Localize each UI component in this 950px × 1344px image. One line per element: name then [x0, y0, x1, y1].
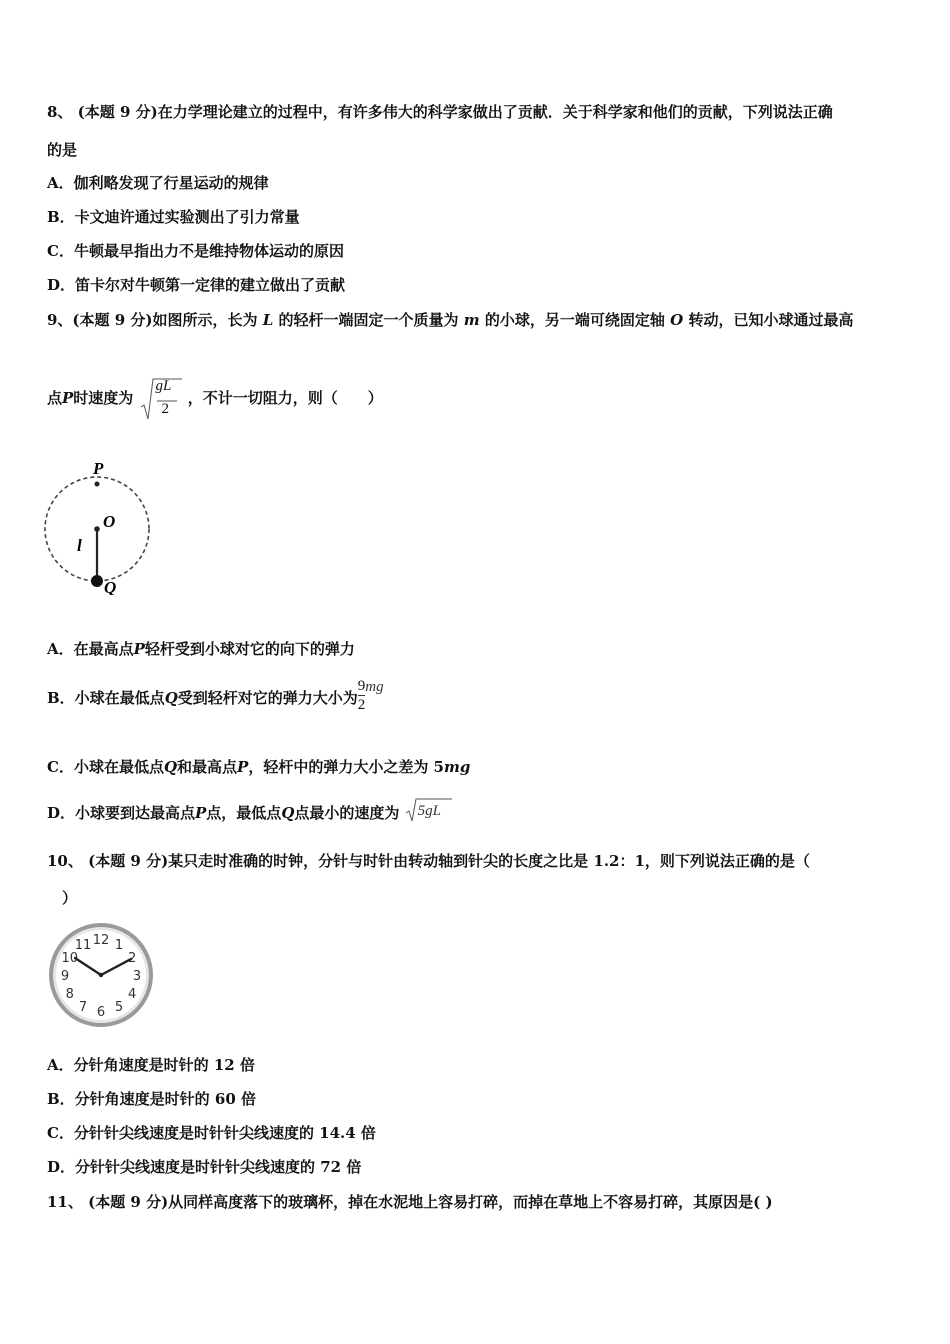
q9-optd-sqrt-radicand: 5gL [417, 803, 441, 819]
q9-line2-b: 时速度为 [73, 389, 134, 407]
clock-number-6: 6 [96, 1005, 106, 1020]
q9-stem-d: 转动，已知小球通过最高 [688, 311, 854, 329]
clock-center-pin [99, 973, 103, 977]
clock-number-10: 10 [61, 951, 79, 966]
q9-stem-b: 的轻杆一端固定一个质量为 [278, 311, 459, 329]
q9-optd-sqrt [405, 797, 451, 825]
q8-stem-line1: 8、 (本题 9 分)在力学理论建立的过程中，有许多伟大的科学家做出了贡献．关于科学家和他们的贡献，下列说法正确 [47, 103, 833, 121]
q9-optc-c: ，轻杆中的弹力大小之差为 5 [248, 758, 444, 776]
q9-optd-P: P [195, 804, 207, 822]
clock-number-12: 12 [92, 933, 110, 948]
q9-option-a [47, 639, 355, 659]
q10-option-d: D．分针针尖线速度是时针针尖线速度的 72 倍 [47, 1158, 362, 1176]
clock-number-7: 7 [78, 1000, 88, 1016]
q9-option-b [47, 678, 384, 719]
q8-option-a: A．伽利略发现了行星运动的规律 [47, 174, 269, 192]
fraction-numerator: 9 [357, 677, 366, 694]
pivot-point-o [94, 526, 100, 532]
clock-number-11: 11 [74, 937, 92, 953]
q9-optc-b: 和最高点 [177, 758, 238, 776]
q9-option-c [47, 757, 470, 777]
q9-optd-b: 点，最低点 [206, 804, 282, 822]
label-l: l [77, 536, 82, 555]
q9-optb-a: B．小球在最低点 [47, 689, 165, 707]
clock-number-4: 4 [128, 987, 137, 1002]
q9-optb-mg: mg [365, 679, 384, 695]
q8-option-c: C．牛顿最早指出力不是维持物体运动的原因 [47, 242, 344, 260]
q9-optb-Q: Q [164, 689, 178, 707]
clock-number-3: 3 [132, 969, 142, 984]
q9-var-O: O [670, 311, 684, 329]
q9-sqrt-numerator: gL [155, 378, 172, 394]
q9-stem-c: 的小球，另一端可绕固定轴 [484, 311, 665, 329]
q9-line2-a: 点 [47, 389, 63, 407]
q9-var-m: m [463, 311, 480, 329]
q10-option-c: C．分针针尖线速度是时针针尖线速度的 14.4 倍 [47, 1124, 376, 1142]
q9-optc-a: C．小球在最低点 [47, 758, 164, 776]
ball-q [91, 575, 103, 587]
q9-sqrt-denominator: 2 [161, 401, 170, 417]
highest-point-p [95, 482, 100, 487]
q9-sqrt-expression [139, 377, 183, 421]
q10-stem-line1: 10、 (本题 9 分)某只走时准确的时钟，分针与时针由转动轴到针尖的长度之比是 1.2：1，则下列说法正确的是（ [47, 852, 810, 870]
q9-optc-Q: Q [163, 758, 178, 776]
q9-optc-P: P [237, 758, 249, 776]
q8-option-b: B．卡文迪许通过实验测出了引力常量 [47, 208, 300, 226]
q9-opta-P: P [133, 640, 145, 658]
q9-optd-c: 点最小的速度为 [294, 804, 400, 822]
q9-stem-a: 9、(本题 9 分)如图所示，长为 [47, 311, 258, 329]
clock-number-9: 9 [60, 969, 70, 984]
q10-clock-figure [45, 919, 157, 1031]
q9-opta-b: 轻杆受到小球对它的向下的弹力 [144, 640, 355, 658]
q9-optc-mg: mg [444, 758, 471, 776]
q9-option-d [47, 797, 451, 829]
clock-number-1: 1 [114, 937, 124, 953]
q9-stem-line1 [47, 310, 853, 330]
q9-stem-line2 [47, 377, 383, 421]
clock-number-5: 5 [114, 1000, 124, 1016]
q9-figure-rod-circle [40, 455, 170, 595]
q9-optd-Q: Q [281, 804, 295, 822]
q10-option-a: A．分针角速度是时针的 12 倍 [47, 1056, 255, 1074]
q10-option-b: B．分针角速度是时针的 60 倍 [47, 1090, 256, 1108]
q9-line2-c: ，不计一切阻力，则（ ） [187, 389, 383, 407]
q8-stem-line2: 的是 [47, 141, 78, 159]
q9-var-L: L [262, 311, 274, 329]
q9-var-P: P [62, 389, 74, 407]
q8-option-d: D．笛卡尔对牛顿第一定律的建立做出了贡献 [47, 276, 346, 294]
clock-number-2: 2 [128, 951, 137, 966]
label-q: Q [104, 578, 117, 595]
q9-optb-b: 受到轻杆对它的弹力大小为 [177, 689, 358, 707]
fraction-denominator: 2 [357, 696, 366, 713]
label-p: P [93, 459, 104, 478]
q9-optd-a: D．小球要到达最高点 [47, 804, 196, 822]
q9-opta-a: A．在最高点 [47, 640, 134, 658]
label-o: O [103, 512, 116, 531]
q11-stem-line1: 11、 (本题 9 分)从同样高度落下的玻璃杯，掉在水泥地上容易打碎，而掉在草地上不容易打碎，其原因是( ) [47, 1193, 773, 1211]
q10-stem-line2: ） [62, 889, 78, 907]
clock-number-8: 8 [65, 987, 74, 1002]
